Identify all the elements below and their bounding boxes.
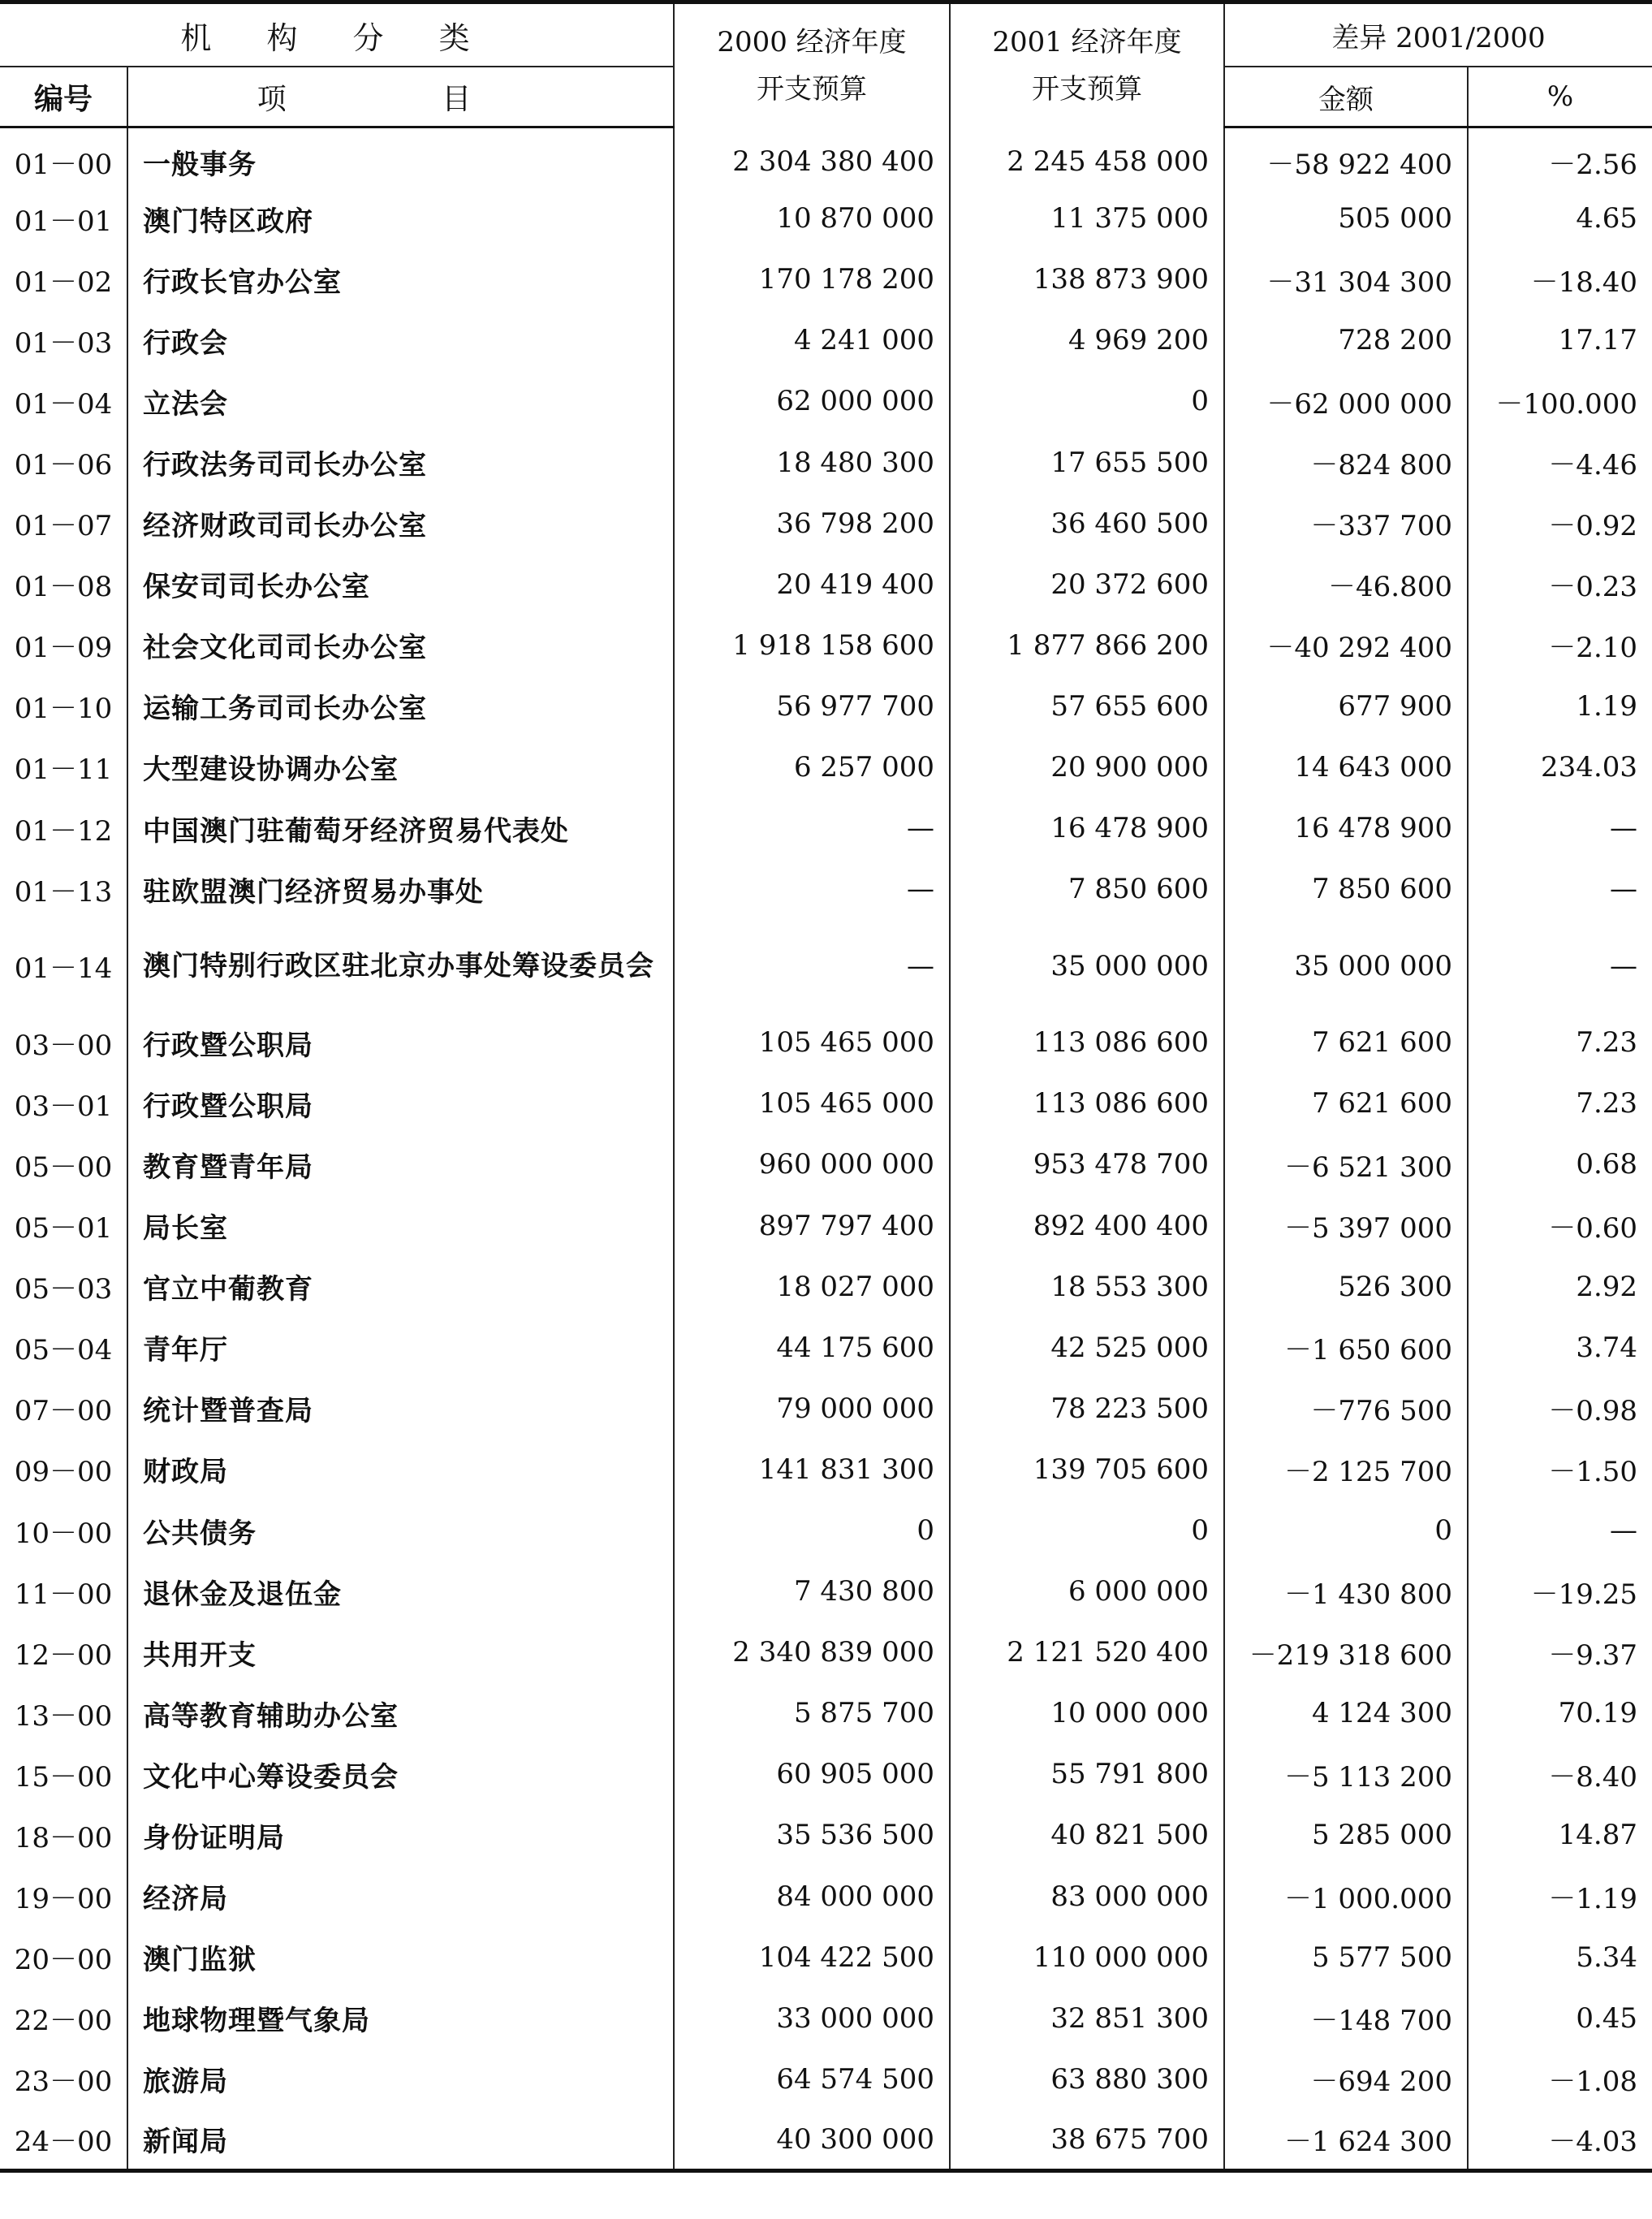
row-budget-2001: 113 086 600	[950, 1012, 1224, 1073]
row-diff-amount: －46.800	[1224, 554, 1468, 615]
row-code: 01－07	[0, 493, 127, 554]
row-budget-2001: 18 553 300	[950, 1256, 1224, 1317]
table-row	[0, 1073, 1652, 1134]
row-code: 01－01	[0, 188, 127, 249]
row-diff-percent: —	[1468, 859, 1652, 920]
row-budget-2000: 10 870 000	[674, 188, 950, 249]
row-code: 01－04	[0, 371, 127, 432]
row-item: 退休金及退伍金	[127, 1561, 674, 1622]
row-budget-2001: 63 880 300	[950, 2048, 1224, 2109]
row-budget-2000: 62 000 000	[674, 371, 950, 432]
row-diff-amount: 7 850 600	[1224, 859, 1468, 920]
row-code: 13－00	[0, 1683, 127, 1744]
row-budget-2001: 55 791 800	[950, 1744, 1224, 1805]
row-diff-amount: －776 500	[1224, 1378, 1468, 1439]
table-row	[0, 736, 1652, 797]
row-diff-amount: －1 430 800	[1224, 1561, 1468, 1622]
table-row	[0, 1622, 1652, 1683]
row-code: 03－00	[0, 1012, 127, 1073]
row-budget-2001: 16 478 900	[950, 798, 1224, 859]
row-budget-2000: 141 831 300	[674, 1439, 950, 1500]
row-budget-2001: 38 675 700	[950, 2109, 1224, 2170]
row-budget-2001: 953 478 700	[950, 1134, 1224, 1195]
row-code: 20－00	[0, 1927, 127, 1988]
table-row	[0, 859, 1652, 920]
row-diff-percent: 0.68	[1468, 1134, 1652, 1195]
row-code: 18－00	[0, 1805, 127, 1866]
row-code: 15－00	[0, 1744, 127, 1805]
row-item: 统计暨普查局	[127, 1378, 674, 1439]
table-header	[0, 2, 1652, 127]
row-diff-amount: 14 643 000	[1224, 736, 1468, 797]
row-code: 11－00	[0, 1561, 127, 1622]
row-budget-2000: 5 875 700	[674, 1683, 950, 1744]
row-budget-2000: 7 430 800	[674, 1561, 950, 1622]
row-diff-percent: －2.56	[1468, 127, 1652, 188]
row-diff-percent: 17.17	[1468, 310, 1652, 371]
row-code: 23－00	[0, 2048, 127, 2109]
row-item: 中国澳门驻葡萄牙经济贸易代表处	[127, 798, 674, 859]
table-row	[0, 2109, 1652, 2170]
row-diff-amount: 35 000 000	[1224, 920, 1468, 1012]
row-diff-amount: －1 650 600	[1224, 1317, 1468, 1378]
row-code: 01－10	[0, 676, 127, 736]
row-diff-percent: －0.98	[1468, 1378, 1652, 1439]
row-item: 社会文化司司长办公室	[127, 615, 674, 676]
row-code: 03－01	[0, 1073, 127, 1134]
row-diff-percent: 3.74	[1468, 1317, 1652, 1378]
row-budget-2001: 113 086 600	[950, 1073, 1224, 1134]
row-diff-percent: －2.10	[1468, 615, 1652, 676]
row-budget-2000: 960 000 000	[674, 1134, 950, 1195]
row-diff-amount: －824 800	[1224, 432, 1468, 493]
table-body	[0, 127, 1652, 2171]
row-budget-2001: 57 655 600	[950, 676, 1224, 736]
row-code: 01－06	[0, 432, 127, 493]
row-item: 保安司司长办公室	[127, 554, 674, 615]
row-diff-percent: －4.46	[1468, 432, 1652, 493]
row-code: 05－04	[0, 1317, 127, 1378]
row-diff-amount: －6 521 300	[1224, 1134, 1468, 1195]
row-budget-2000: 4 241 000	[674, 310, 950, 371]
row-code: 09－00	[0, 1439, 127, 1500]
row-item: 运输工务司司长办公室	[127, 676, 674, 736]
table-row	[0, 1439, 1652, 1500]
row-diff-amount: －5 397 000	[1224, 1195, 1468, 1256]
row-code: 10－00	[0, 1500, 127, 1561]
row-diff-amount: 728 200	[1224, 310, 1468, 371]
row-code: 12－00	[0, 1622, 127, 1683]
row-diff-amount: －219 318 600	[1224, 1622, 1468, 1683]
row-item: 身份证明局	[127, 1805, 674, 1866]
row-diff-amount: －62 000 000	[1224, 371, 1468, 432]
row-item: 共用开支	[127, 1622, 674, 1683]
row-diff-percent: －9.37	[1468, 1622, 1652, 1683]
row-budget-2000: 104 422 500	[674, 1927, 950, 1988]
row-code: 01－11	[0, 736, 127, 797]
row-budget-2001: 35 000 000	[950, 920, 1224, 1012]
row-diff-amount: －40 292 400	[1224, 615, 1468, 676]
table-row	[0, 371, 1652, 432]
table-row	[0, 432, 1652, 493]
row-diff-percent: —	[1468, 798, 1652, 859]
header-amount: 金额	[1224, 67, 1468, 127]
header-budget-2001	[950, 2, 1224, 127]
row-item: 行政会	[127, 310, 674, 371]
header-percent: %	[1468, 67, 1652, 127]
row-code: 05－00	[0, 1134, 127, 1195]
table-row	[0, 493, 1652, 554]
row-diff-amount: 7 621 600	[1224, 1073, 1468, 1134]
table-row	[0, 249, 1652, 310]
header-budget-2000	[674, 2, 950, 127]
table-row	[0, 920, 1652, 1012]
table-row	[0, 1927, 1652, 1988]
row-item: 行政暨公职局	[127, 1073, 674, 1134]
header-item: 项 目	[127, 67, 674, 127]
row-diff-percent: 4.65	[1468, 188, 1652, 249]
row-code: 01－13	[0, 859, 127, 920]
row-diff-amount: －5 113 200	[1224, 1744, 1468, 1805]
row-diff-percent: 70.19	[1468, 1683, 1652, 1744]
row-diff-percent: －0.23	[1468, 554, 1652, 615]
row-item: 公共债务	[127, 1500, 674, 1561]
row-diff-percent: —	[1468, 1500, 1652, 1561]
row-budget-2000: 18 480 300	[674, 432, 950, 493]
row-item: 行政长官办公室	[127, 249, 674, 310]
row-diff-amount: －2 125 700	[1224, 1439, 1468, 1500]
row-diff-amount: －58 922 400	[1224, 127, 1468, 188]
row-budget-2000: 6 257 000	[674, 736, 950, 797]
table-row	[0, 676, 1652, 736]
header-code: 编号	[0, 67, 127, 127]
table-row	[0, 127, 1652, 188]
row-diff-percent: －19.25	[1468, 1561, 1652, 1622]
row-item: 经济财政司司长办公室	[127, 493, 674, 554]
header-diff: 差异 2001/2000	[1224, 2, 1652, 67]
table-row	[0, 1805, 1652, 1866]
row-item: 大型建设协调办公室	[127, 736, 674, 797]
row-budget-2000: 0	[674, 1500, 950, 1561]
row-budget-2001: 17 655 500	[950, 432, 1224, 493]
row-item: 澳门特区政府	[127, 188, 674, 249]
row-code: 01－08	[0, 554, 127, 615]
row-diff-amount: －1 624 300	[1224, 2109, 1468, 2170]
row-diff-percent: 234.03	[1468, 736, 1652, 797]
row-diff-percent: 5.34	[1468, 1927, 1652, 1988]
row-diff-percent: －18.40	[1468, 249, 1652, 310]
row-code: 07－00	[0, 1378, 127, 1439]
row-diff-percent: －1.50	[1468, 1439, 1652, 1500]
table-row	[0, 615, 1652, 676]
row-diff-percent: 1.19	[1468, 676, 1652, 736]
row-item: 行政法务司司长办公室	[127, 432, 674, 493]
row-budget-2001: 83 000 000	[950, 1866, 1224, 1927]
row-diff-percent: 2.92	[1468, 1256, 1652, 1317]
row-budget-2000: 60 905 000	[674, 1744, 950, 1805]
row-diff-amount: 16 478 900	[1224, 798, 1468, 859]
row-budget-2000: 170 178 200	[674, 249, 950, 310]
header-budget-2000-line2: 开支预算	[757, 72, 867, 106]
row-diff-amount: －694 200	[1224, 2048, 1468, 2109]
row-code: 01－12	[0, 798, 127, 859]
row-item: 地球物理暨气象局	[127, 1988, 674, 2048]
row-diff-percent: －0.92	[1468, 493, 1652, 554]
row-item: 澳门监狱	[127, 1927, 674, 1988]
row-code: 01－02	[0, 249, 127, 310]
row-budget-2001: 6 000 000	[950, 1561, 1224, 1622]
row-diff-percent: 14.87	[1468, 1805, 1652, 1866]
row-budget-2000: 56 977 700	[674, 676, 950, 736]
row-budget-2000: 2 340 839 000	[674, 1622, 950, 1683]
row-budget-2000: 18 027 000	[674, 1256, 950, 1317]
row-item: 局长室	[127, 1195, 674, 1256]
table-row	[0, 310, 1652, 371]
row-item: 高等教育辅助办公室	[127, 1683, 674, 1744]
table-row	[0, 554, 1652, 615]
row-budget-2000: 33 000 000	[674, 1988, 950, 2048]
row-budget-2001: 892 400 400	[950, 1195, 1224, 1256]
row-diff-amount: 5 285 000	[1224, 1805, 1468, 1866]
row-item: 行政暨公职局	[127, 1012, 674, 1073]
row-code: 05－03	[0, 1256, 127, 1317]
row-item: 澳门特别行政区驻北京办事处筹设委员会	[127, 920, 674, 1012]
row-budget-2001: 11 375 000	[950, 188, 1224, 249]
row-budget-2000: 20 419 400	[674, 554, 950, 615]
row-diff-amount: 526 300	[1224, 1256, 1468, 1317]
row-budget-2000: 897 797 400	[674, 1195, 950, 1256]
row-diff-percent: 0.45	[1468, 1988, 1652, 2048]
row-budget-2001: 7 850 600	[950, 859, 1224, 920]
row-diff-percent: －8.40	[1468, 1744, 1652, 1805]
row-budget-2000: —	[674, 859, 950, 920]
row-item: 一般事务	[127, 127, 674, 188]
row-code: 01－03	[0, 310, 127, 371]
table-row	[0, 188, 1652, 249]
row-budget-2000: 35 536 500	[674, 1805, 950, 1866]
row-diff-percent: －1.08	[1468, 2048, 1652, 2109]
row-diff-amount: 677 900	[1224, 676, 1468, 736]
row-budget-2001: 20 900 000	[950, 736, 1224, 797]
row-code: 19－00	[0, 1866, 127, 1927]
row-diff-amount: 7 621 600	[1224, 1012, 1468, 1073]
row-diff-amount: －31 304 300	[1224, 249, 1468, 310]
row-diff-percent: —	[1468, 920, 1652, 1012]
table-row	[0, 1256, 1652, 1317]
table-row	[0, 2048, 1652, 2109]
row-budget-2001: 138 873 900	[950, 249, 1224, 310]
row-budget-2001: 2 245 458 000	[950, 127, 1224, 188]
row-budget-2000: —	[674, 798, 950, 859]
row-diff-percent: －0.60	[1468, 1195, 1652, 1256]
table-row	[0, 1744, 1652, 1805]
row-item: 教育暨青年局	[127, 1134, 674, 1195]
header-category: 机 构 分 类	[0, 2, 674, 67]
row-budget-2001: 78 223 500	[950, 1378, 1224, 1439]
row-code: 01－14	[0, 920, 127, 1012]
row-budget-2000: 44 175 600	[674, 1317, 950, 1378]
row-budget-2001: 36 460 500	[950, 493, 1224, 554]
row-item: 驻欧盟澳门经济贸易办事处	[127, 859, 674, 920]
row-budget-2000: 2 304 380 400	[674, 127, 950, 188]
row-diff-percent: 7.23	[1468, 1012, 1652, 1073]
row-code: 05－01	[0, 1195, 127, 1256]
table-row	[0, 1500, 1652, 1561]
row-item: 文化中心筹设委员会	[127, 1744, 674, 1805]
row-diff-percent: －4.03	[1468, 2109, 1652, 2170]
row-code: 01－00	[0, 127, 127, 188]
row-code: 22－00	[0, 1988, 127, 2048]
row-diff-amount: 0	[1224, 1500, 1468, 1561]
row-item: 旅游局	[127, 2048, 674, 2109]
row-code: 01－09	[0, 615, 127, 676]
row-budget-2000: —	[674, 920, 950, 1012]
table-row	[0, 1561, 1652, 1622]
row-budget-2000: 36 798 200	[674, 493, 950, 554]
row-diff-amount: －148 700	[1224, 1988, 1468, 2048]
row-diff-percent: －1.19	[1468, 1866, 1652, 1927]
row-budget-2001: 139 705 600	[950, 1439, 1224, 1500]
row-budget-2000: 84 000 000	[674, 1866, 950, 1927]
row-budget-2000: 105 465 000	[674, 1012, 950, 1073]
row-diff-amount: 4 124 300	[1224, 1683, 1468, 1744]
header-budget-2001-line1: 2001 经济年度	[992, 25, 1182, 58]
row-diff-amount: －337 700	[1224, 493, 1468, 554]
table-row	[0, 1195, 1652, 1256]
table-row	[0, 798, 1652, 859]
row-budget-2001: 4 969 200	[950, 310, 1224, 371]
row-budget-2000: 64 574 500	[674, 2048, 950, 2109]
row-diff-amount: 5 577 500	[1224, 1927, 1468, 1988]
table-row	[0, 1378, 1652, 1439]
row-diff-amount: 505 000	[1224, 188, 1468, 249]
row-code: 24－00	[0, 2109, 127, 2170]
row-budget-2000: 105 465 000	[674, 1073, 950, 1134]
row-budget-2001: 0	[950, 371, 1224, 432]
table-row	[0, 1012, 1652, 1073]
row-item: 新闻局	[127, 2109, 674, 2170]
row-budget-2001: 110 000 000	[950, 1927, 1224, 1988]
table-row	[0, 1866, 1652, 1927]
row-budget-2001: 0	[950, 1500, 1224, 1561]
row-diff-percent: －100.000	[1468, 371, 1652, 432]
header-budget-2001-line2: 开支预算	[1032, 72, 1142, 106]
row-diff-amount: －1 000.000	[1224, 1866, 1468, 1927]
table-row	[0, 1134, 1652, 1195]
row-item: 财政局	[127, 1439, 674, 1500]
row-diff-percent: 7.23	[1468, 1073, 1652, 1134]
row-item: 官立中葡教育	[127, 1256, 674, 1317]
row-budget-2001: 42 525 000	[950, 1317, 1224, 1378]
row-budget-2001: 32 851 300	[950, 1988, 1224, 2048]
table-row	[0, 1683, 1652, 1744]
row-budget-2001: 1 877 866 200	[950, 615, 1224, 676]
table-row	[0, 1988, 1652, 2048]
header-budget-2000-line1: 2000 经济年度	[717, 25, 907, 58]
row-budget-2000: 1 918 158 600	[674, 615, 950, 676]
row-budget-2000: 40 300 000	[674, 2109, 950, 2170]
row-budget-2001: 40 821 500	[950, 1805, 1224, 1866]
table-row	[0, 1317, 1652, 1378]
row-item: 立法会	[127, 371, 674, 432]
row-item: 青年厅	[127, 1317, 674, 1378]
row-item: 经济局	[127, 1866, 674, 1927]
row-budget-2001: 10 000 000	[950, 1683, 1224, 1744]
row-budget-2000: 79 000 000	[674, 1378, 950, 1439]
row-budget-2001: 2 121 520 400	[950, 1622, 1224, 1683]
row-budget-2001: 20 372 600	[950, 554, 1224, 615]
